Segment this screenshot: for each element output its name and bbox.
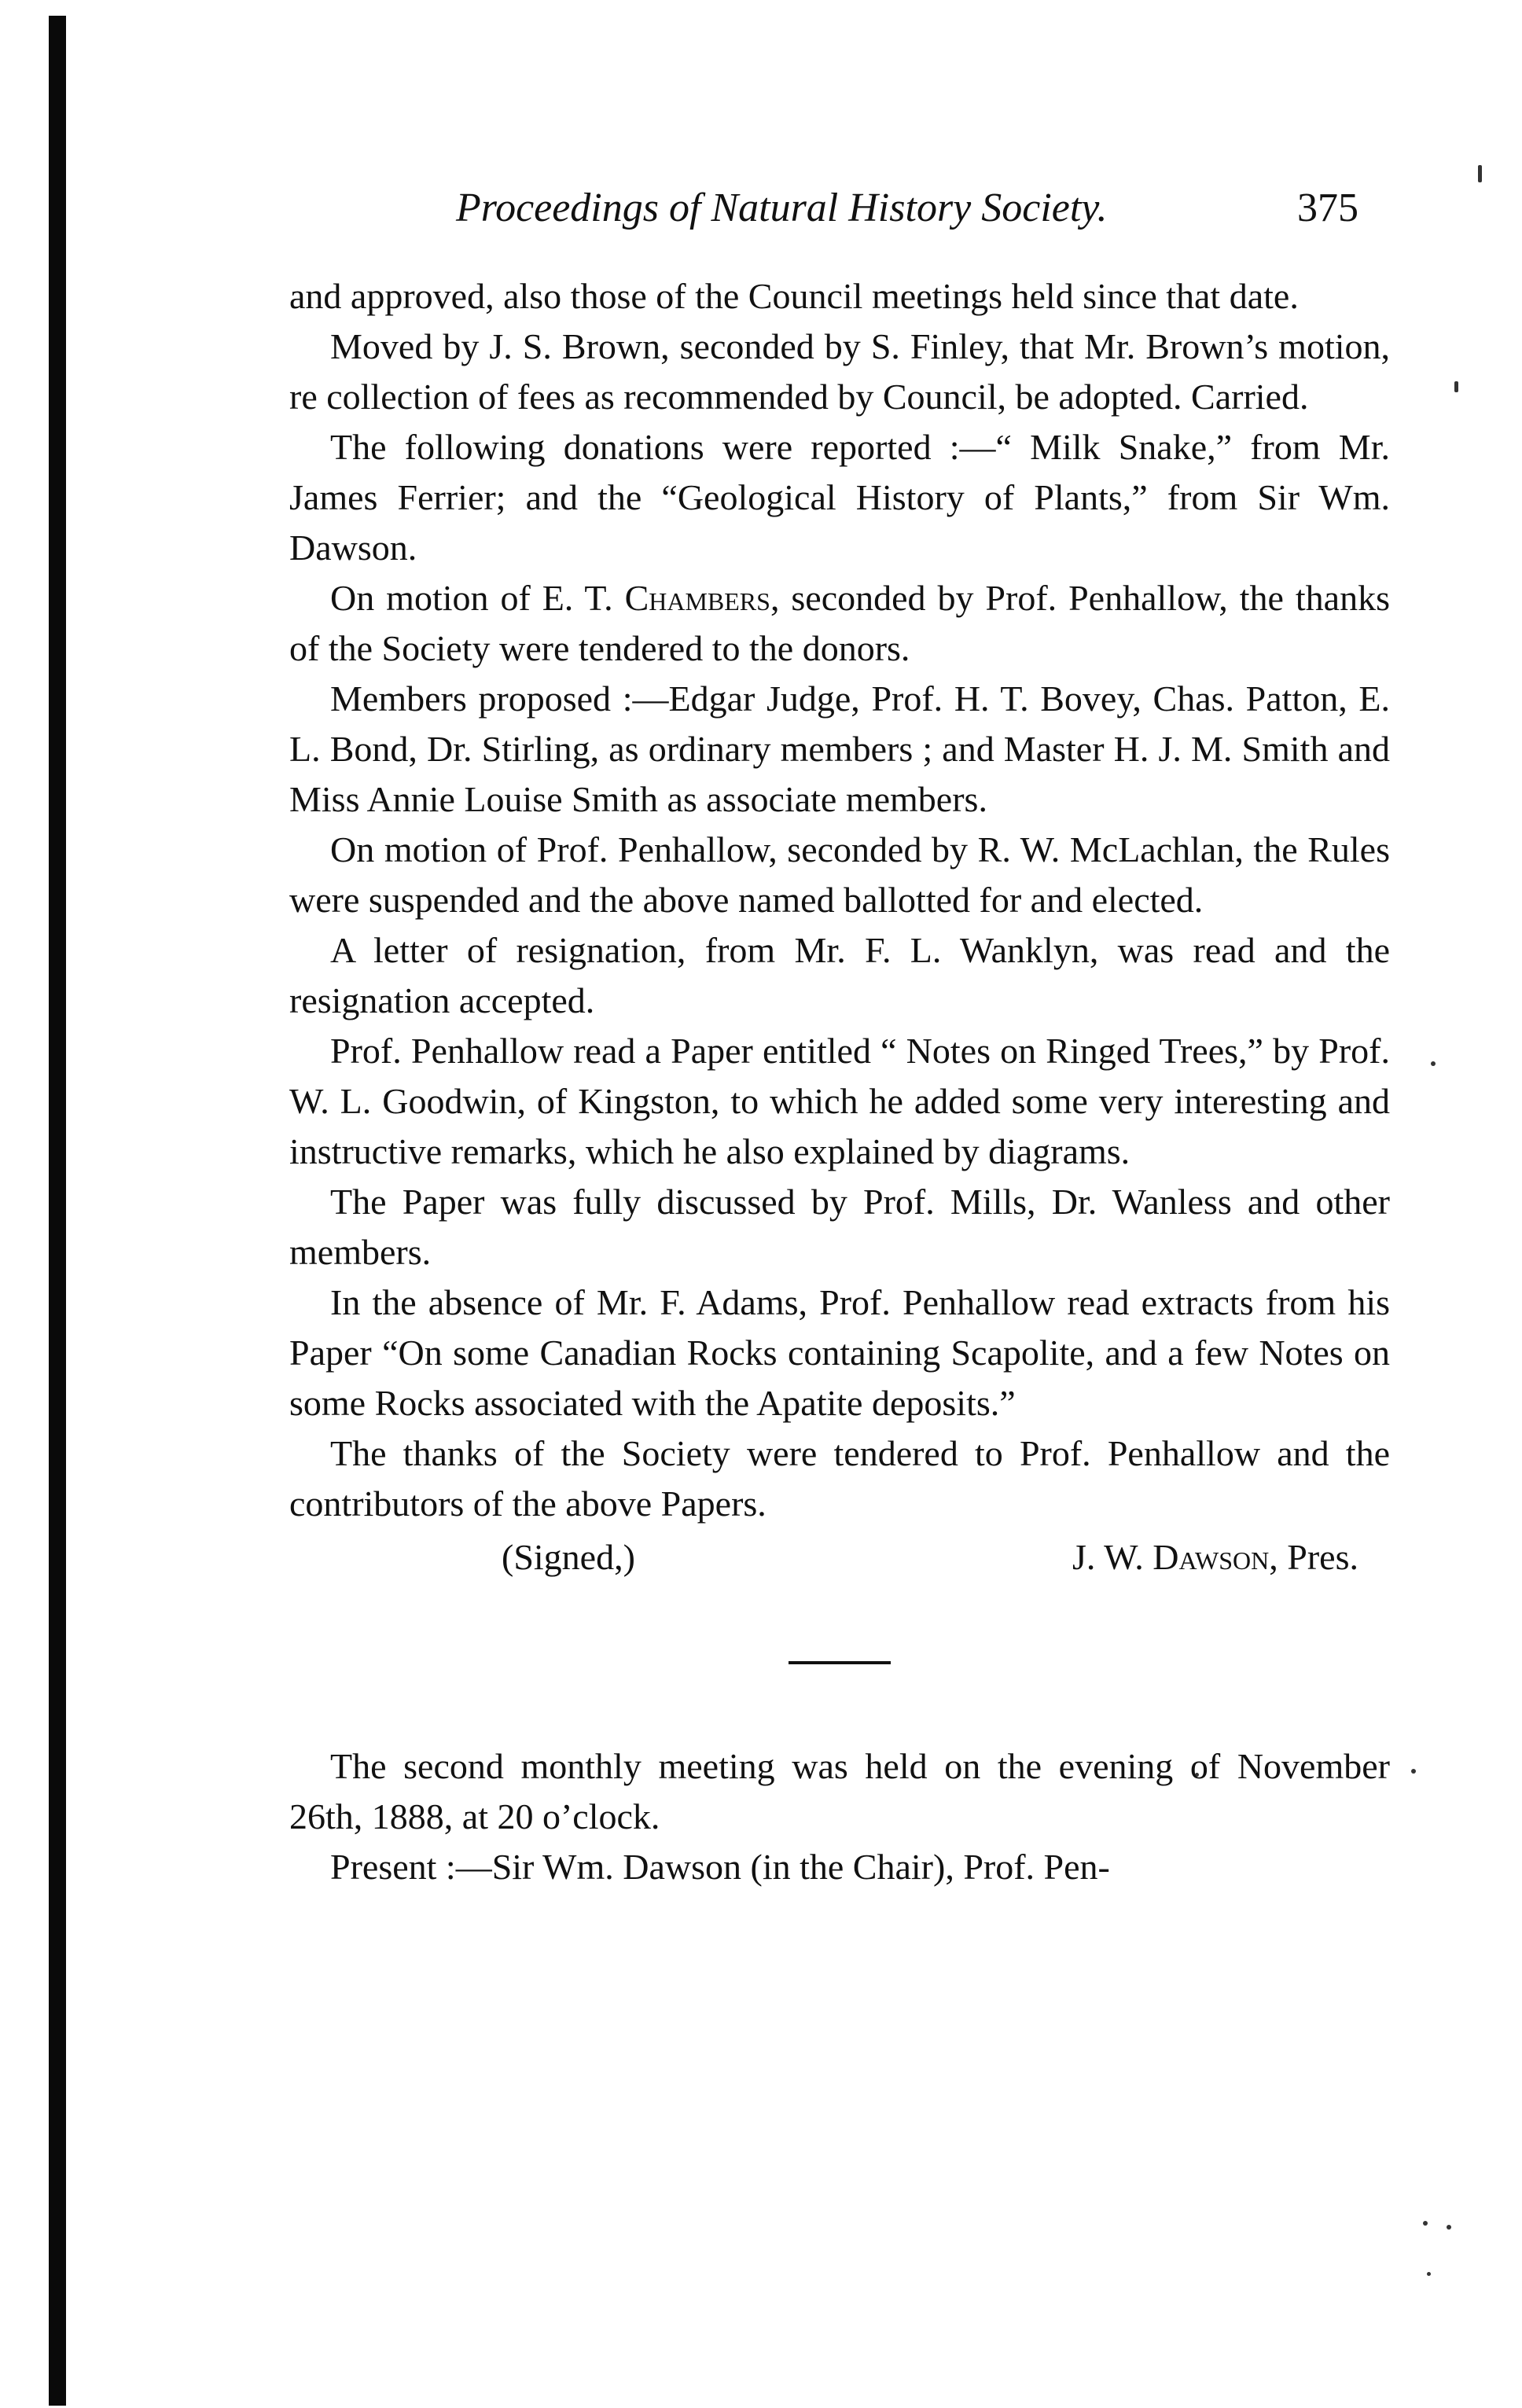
paragraph-members-proposed: Members proposed :—Edgar Judge, Prof. H. T. Bovey, Chas. Patton, E. L. Bond, Dr. Stirling, as ordinary members ; and Master H. J. M. Smith and Miss Annie Louise Smith as associate members.: [289, 678, 1390, 819]
name-chambers: Chambers: [624, 578, 770, 618]
signatory: [1072, 1532, 1358, 1583]
running-head: [289, 185, 1390, 240]
scan-speck: [1447, 2225, 1451, 2230]
paragraph-thanks-donors: [289, 573, 1390, 674]
paragraph-paper-discussed: The Paper was fully discussed by Prof. Mills, Dr. Wanless and other members.: [289, 1182, 1390, 1272]
paragraph-scapolite: In the absence of Mr. F. Adams, Prof. Penhallow read extracts from his Paper “On some Canadian Rocks containing Scapolite, and a few Notes on some Rocks associated with the Apatite deposits.”: [289, 1282, 1390, 1423]
scan-speck: [1427, 2272, 1431, 2276]
body-text: [289, 271, 1390, 1892]
paragraph-thanks-contributors: The thanks of the Society were tendered to Prof. Penhallow and the contributors of the above Papers.: [289, 1433, 1390, 1524]
page-number: 375: [1297, 186, 1358, 230]
scan-speck: [1478, 165, 1482, 182]
paragraph-resignation: A letter of resignation, from Mr. F. L. Wanklyn, was read and the resignation accepted.: [289, 930, 1390, 1020]
signatory-title: , Pres.: [1269, 1537, 1358, 1577]
section-divider: [789, 1661, 891, 1664]
scan-speck: [1454, 381, 1458, 392]
page-binding-edge: [49, 16, 66, 2406]
paragraph-donations: The following donations were reported :—“ Milk Snake,” from Mr. James Ferrier; and the “Geological History of Plants,” from Sir Wm. Dawson.: [289, 427, 1390, 568]
signatory-name: Dawson: [1153, 1537, 1270, 1577]
paragraph-fees-motion: Moved by J. S. Brown, seconded by S. Finley, that Mr. Brown’s motion, re collection of fees as recommended by Council, be adopted. Carried.: [289, 326, 1390, 417]
text-after-name: , seconded by Prof. Penhallow, the thanks of the Society were tendered to the donors.: [289, 578, 1390, 668]
paragraph-present: Present :—Sir Wm. Dawson (in the Chair), Prof. Pen-: [330, 1847, 1110, 1887]
text-before-name: On motion of E. T.: [330, 578, 625, 618]
paragraph-continued: and approved, also those of the Council meetings held since that date.: [289, 276, 1299, 316]
signed-label: (Signed,): [502, 1537, 635, 1577]
paragraph-second-meeting: The second monthly meeting was held on the evening of November 26th, 1888, at 20 o’clock.: [289, 1746, 1390, 1836]
scan-speck: [1431, 1061, 1436, 1066]
running-title: Proceedings of Natural History Society.: [456, 186, 1108, 230]
paragraph-rules-suspended: On motion of Prof. Penhallow, seconded by R. W. McLachlan, the Rules were suspended and the above named ballotted for and elected.: [289, 829, 1390, 920]
scan-speck: [1411, 1769, 1416, 1774]
signature-line: [289, 1532, 1390, 1583]
paragraph-ringed-trees: Prof. Penhallow read a Paper entitled “ Notes on Ringed Trees,” by Prof. W. L. Goodwin, of Kingston, to which he added some very interesting and instructive remarks, which he also explained by diagrams.: [289, 1031, 1390, 1171]
scan-speck: [1423, 2221, 1428, 2226]
signatory-initials: J. W.: [1072, 1537, 1153, 1577]
